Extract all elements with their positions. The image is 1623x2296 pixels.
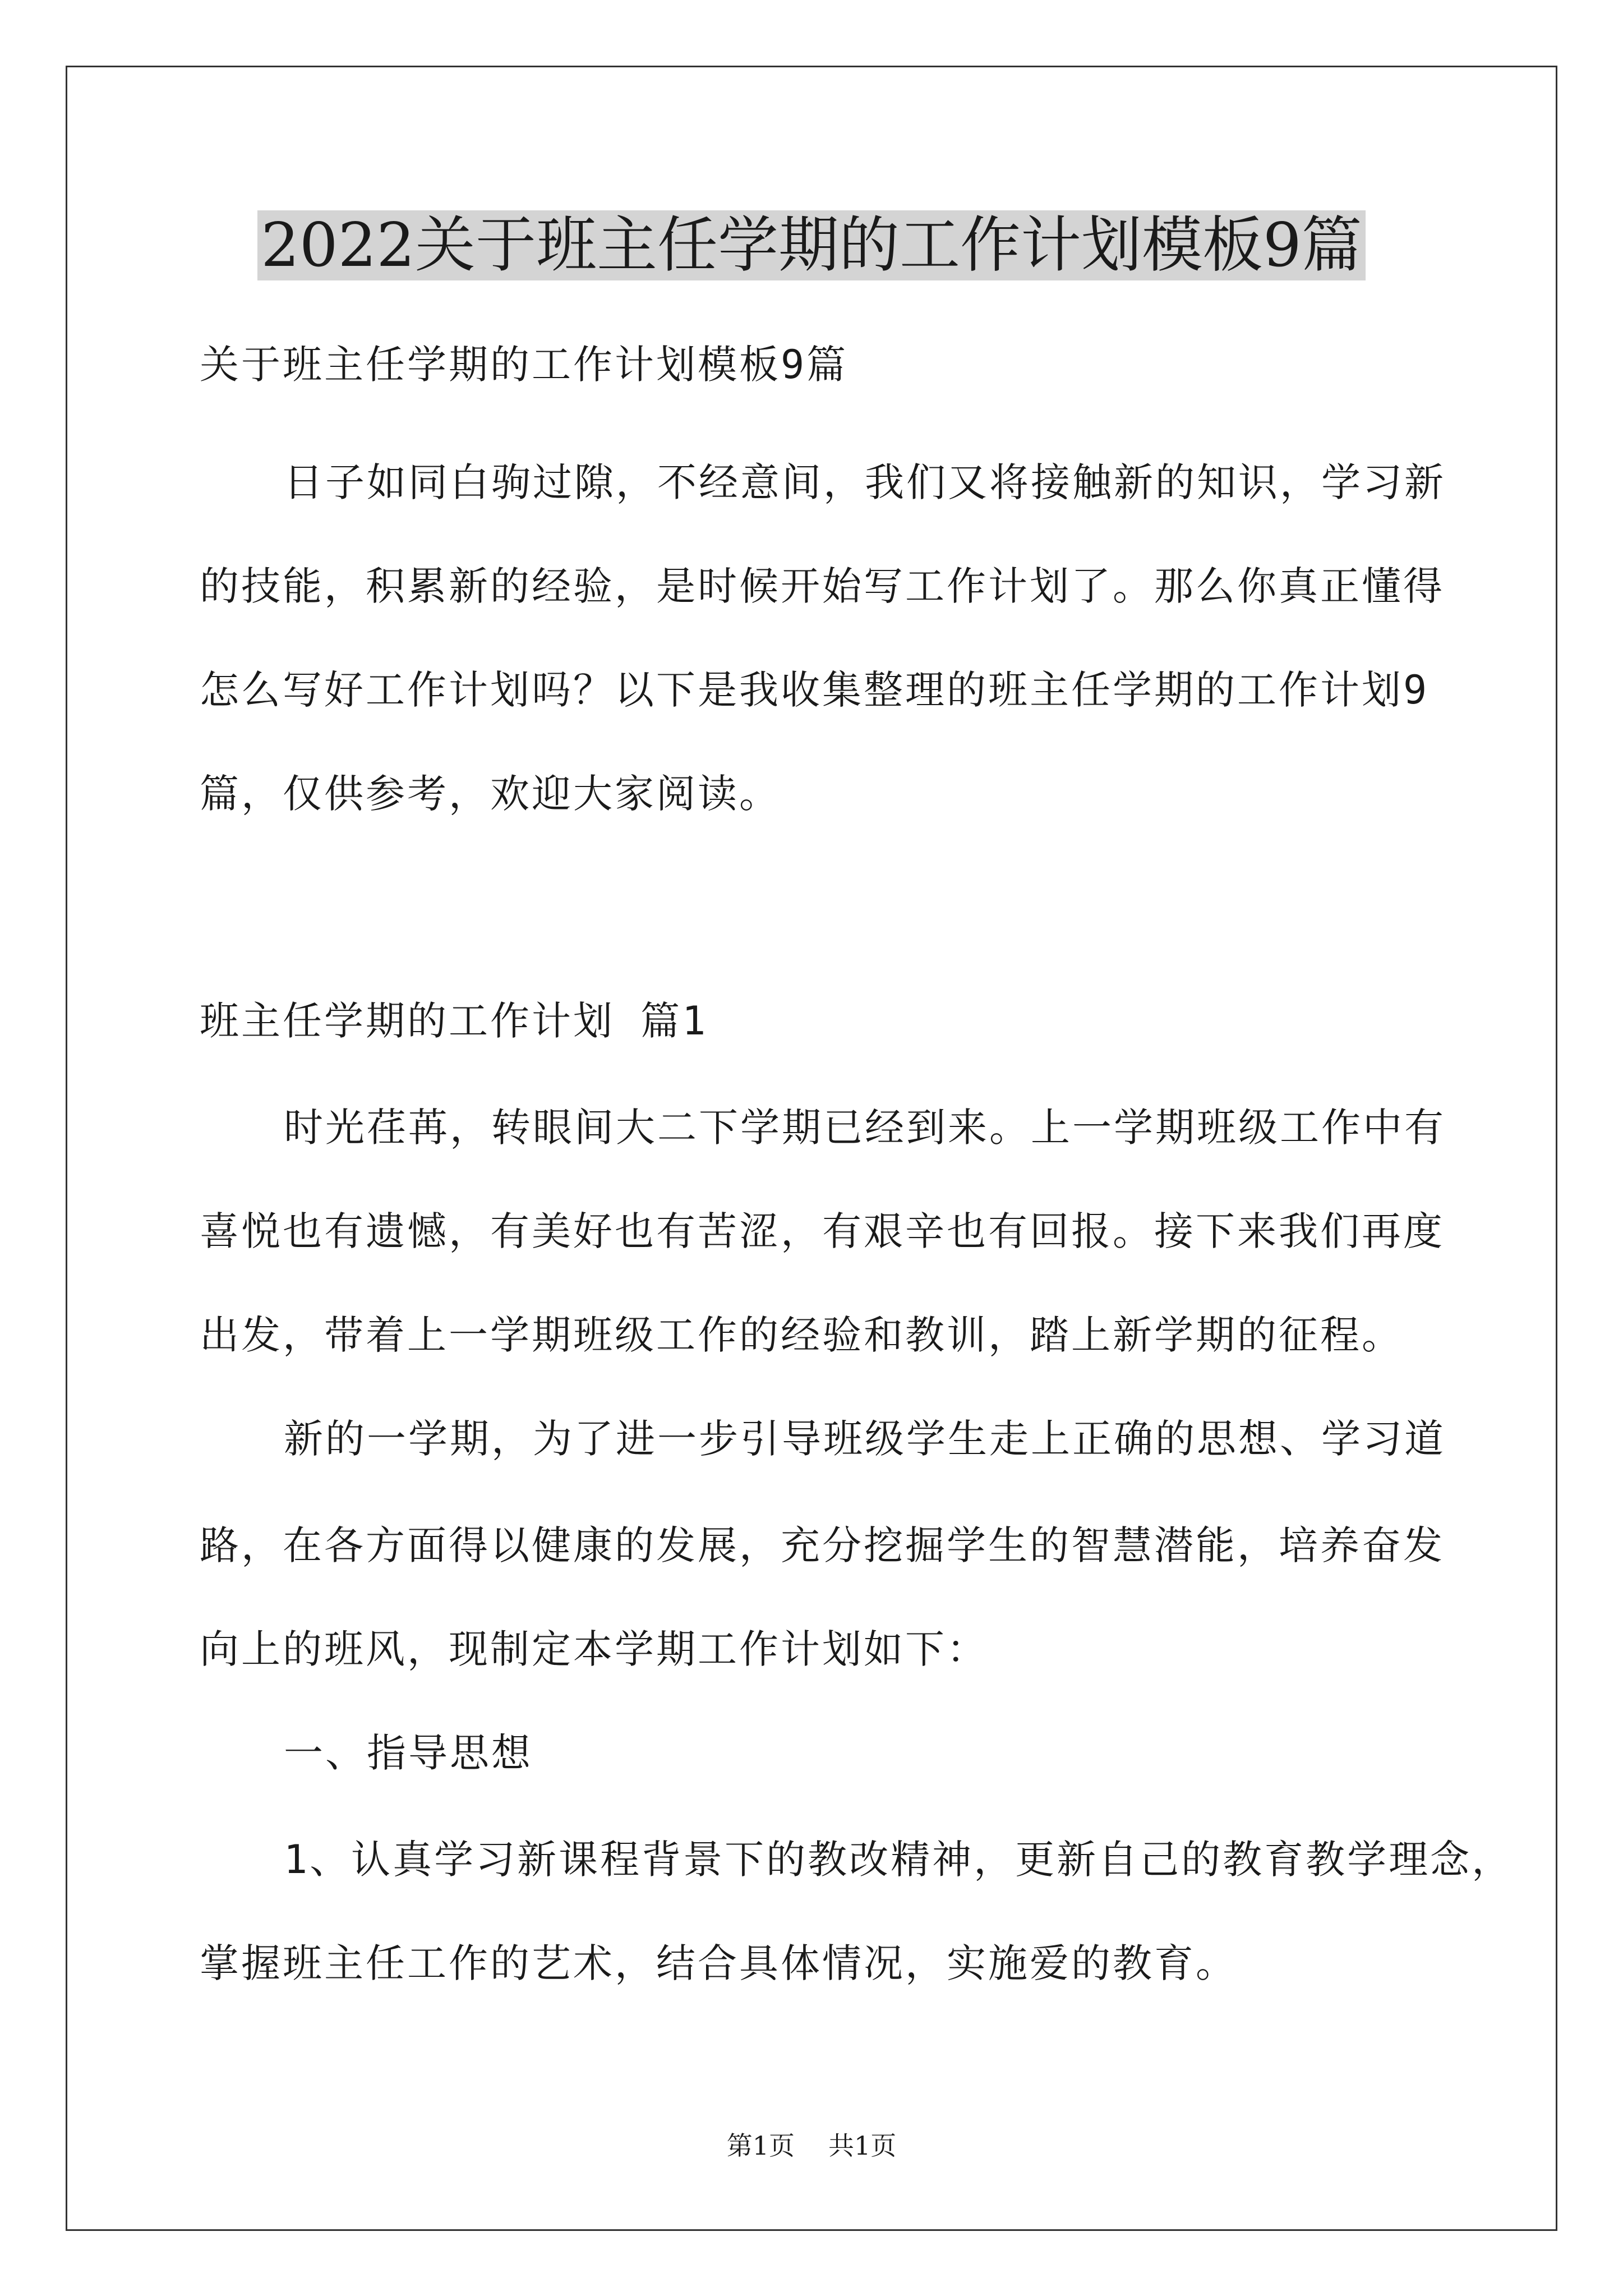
section-heading: 班主任学期的工作计划 篇1 bbox=[200, 998, 708, 1044]
paragraph-line: 出发，带着上一学期班级工作的经验和教训，踏上新学期的征程。 bbox=[200, 1312, 1403, 1358]
paragraph-line: 篇，仅供参考，欢迎大家阅读。 bbox=[200, 771, 781, 817]
paragraph-line: 喜悦也有遗憾，有美好也有苦涩，有艰辛也有回报。接下来我们再度 bbox=[200, 1208, 1445, 1254]
document-title bbox=[0, 206, 1623, 285]
paragraph-line: 的技能，积累新的经验，是时候开始写工作计划了。那么你真正懂得 bbox=[200, 563, 1445, 609]
paragraph-line: 掌握班主任工作的艺术，结合具体情况，实施爱的教育。 bbox=[200, 1940, 1237, 1986]
page-footer bbox=[0, 2129, 1623, 2162]
subtitle-line: 关于班主任学期的工作计划模板9篇 bbox=[200, 342, 849, 388]
paragraph-line: 日子如同白驹过隙，不经意间，我们又将接触新的知识，学习新 bbox=[284, 459, 1446, 505]
paragraph-line: 1、认真学习新课程背景下的教改精神，更新自己的教育教学理念， bbox=[284, 1837, 1514, 1883]
page-number: 第1页 bbox=[726, 2131, 795, 2161]
paragraph-line: 路，在各方面得以健康的发展，充分挖掘学生的智慧潜能，培养奋发 bbox=[200, 1522, 1445, 1568]
paragraph-line: 怎么写好工作计划吗？以下是我收集整理的班主任学期的工作计划9 bbox=[200, 667, 1430, 713]
page-total: 共1页 bbox=[828, 2131, 897, 2161]
subheading-line: 一、指导思想 bbox=[284, 1730, 533, 1776]
document-title-text: 2022关于班主任学期的工作计划模板9篇 bbox=[257, 210, 1366, 280]
paragraph-line: 时光荏苒，转眼间大二下学期已经到来。上一学期班级工作中有 bbox=[284, 1105, 1446, 1151]
paragraph-line: 向上的班风，现制定本学期工作计划如下： bbox=[200, 1626, 988, 1672]
paragraph-line: 新的一学期，为了进一步引导班级学生走上正确的思想、学习道 bbox=[284, 1416, 1446, 1462]
